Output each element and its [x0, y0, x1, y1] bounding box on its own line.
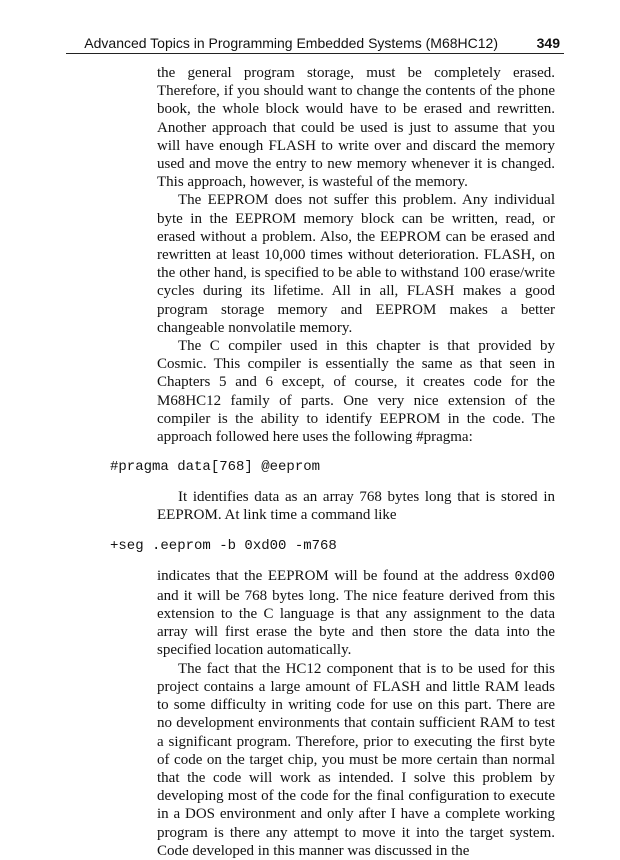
- inline-code-address: 0xd00: [514, 569, 555, 585]
- code-pragma: #pragma data[768] @eeprom: [110, 459, 321, 476]
- body-text: [110, 64, 555, 860]
- paragraph-5: [157, 567, 555, 660]
- paragraph-4: It identifies data as an array 768 bytes long that is stored in EEPROM. At link time a command like: [157, 489, 555, 524]
- paragraph-3: The C compiler used in this chapter is that provided by Cosmic. This compiler is essentially the same as that seen in Chapters 5 and 6 except, of course, it creates code for the M68HC12 family of parts. One very nice extension of the compiler is the ability to identify EEPROM in the code. The approach followed here uses the following #pragma:: [157, 338, 555, 446]
- paragraph-6: The fact that the HC12 component that is to be used for this project contains a large amount of FLASH and little RAM leads to some difficulty in writing code for use on this part. There are no development environments that contain sufficient RAM to test a significant program. Therefore, prior to executing the first byte of code on the target chip, you must be more certain than normal that the code will work as intended. I solve this problem by developing most of the code for the final configuration to execute in a DOS environment and only after I have a complete working program is there any attempt to move it into the target system. Code developed in this manner was discussed in the: [157, 660, 555, 859]
- paragraph-5-text-after: and it will be 768 bytes long. The nice feature derived from this extension to the C language is that any assignment to the data array will first erase the byte and then store the data into the specified location automatically.: [157, 587, 555, 659]
- code-seg-command: +seg .eeprom -b 0xd00 -m768: [110, 537, 337, 554]
- page-number: 349: [536, 35, 560, 51]
- running-header: [60, 30, 560, 52]
- paragraph-1: the general program storage, must be completely erased. Therefore, if you should want to change the contents of the phone book, the whole block would have to be erased and rewritten. Another approach that could be used is just to assume that you will have enough FLASH to write over and discard the memory used and move the entry to new memory whenever it is changed. This approach, however, is wasteful of the memory.: [157, 65, 555, 191]
- running-header-title: Advanced Topics in Programming Embedded Systems (M68HC12): [84, 35, 498, 51]
- paragraph-5-text-before: indicates that the EEPROM will be found at the address: [157, 567, 515, 584]
- paragraph-2: The EEPROM does not suffer this problem. Any individual byte in the EEPROM memory block can be written, read, or erased without a problem. Also, the EEPROM can be erased and rewritten at least 10,000 times without deterioration. FLASH, on the other hand, is specified to be able to withstand 100 erase/write cycles during its lifetime. All in all, FLASH makes a good program storage memory and EEPROM makes a better changeable nonvolatile memory.: [157, 192, 555, 336]
- header-rule: [66, 53, 564, 54]
